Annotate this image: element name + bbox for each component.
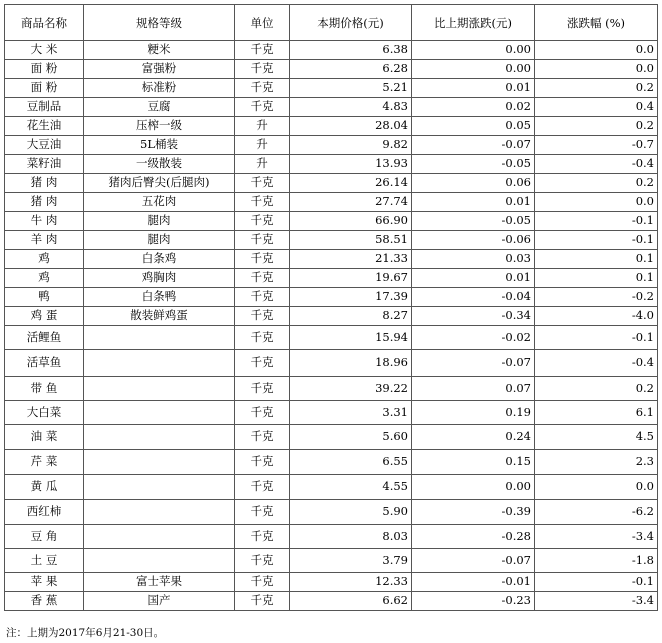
unit-cell: 千克 (235, 401, 290, 425)
specification-cell: 国产 (84, 592, 235, 611)
unit-cell: 千克 (235, 592, 290, 611)
specification-cell (84, 326, 235, 350)
table-row (5, 401, 658, 425)
unit-cell: 千克 (235, 326, 290, 350)
table-row (5, 475, 658, 500)
current-price-cell: 4.83 (290, 98, 412, 117)
specification-cell (84, 450, 235, 475)
change-cell: -0.07 (412, 549, 535, 573)
change-percent-cell: -1.8 (535, 549, 658, 573)
current-price-cell: 3.79 (290, 549, 412, 573)
current-price-cell: 5.60 (290, 425, 412, 450)
change-percent-cell: -0.1 (535, 212, 658, 231)
change-cell: -0.23 (412, 592, 535, 611)
commodity-cell: 鸭 (5, 288, 84, 307)
unit-cell: 千克 (235, 174, 290, 193)
change-percent-cell: 0.2 (535, 174, 658, 193)
table-row (5, 288, 658, 307)
footnote: 注：上期为2017年6月21-30日。 (6, 627, 165, 639)
commodity-cell: 羊 肉 (5, 231, 84, 250)
unit-cell: 千克 (235, 350, 290, 377)
change-cell: -0.06 (412, 231, 535, 250)
commodity-cell: 豆制品 (5, 98, 84, 117)
unit-cell: 千克 (235, 231, 290, 250)
table-body (5, 41, 658, 611)
commodity-cell: 大豆油 (5, 136, 84, 155)
change-cell: 0.00 (412, 60, 535, 79)
specification-cell: 白条鸡 (84, 250, 235, 269)
change-percent-cell: -4.0 (535, 307, 658, 326)
unit-cell: 千克 (235, 98, 290, 117)
current-price-cell: 8.03 (290, 525, 412, 549)
change-percent-cell: -0.1 (535, 231, 658, 250)
change-percent-cell: 0.0 (535, 475, 658, 500)
unit-cell: 千克 (235, 450, 290, 475)
commodity-cell: 大白菜 (5, 401, 84, 425)
specification-cell (84, 475, 235, 500)
table-row (5, 525, 658, 549)
commodity-cell: 面 粉 (5, 79, 84, 98)
commodity-cell: 带 鱼 (5, 377, 84, 401)
change-cell: 0.15 (412, 450, 535, 475)
change-cell: 0.19 (412, 401, 535, 425)
change-percent-cell: 0.2 (535, 117, 658, 136)
change-cell: 0.05 (412, 117, 535, 136)
change-percent-cell: -0.7 (535, 136, 658, 155)
commodity-cell: 活草鱼 (5, 350, 84, 377)
unit-cell: 升 (235, 117, 290, 136)
table-row (5, 500, 658, 525)
commodity-cell: 苹 果 (5, 573, 84, 592)
current-price-cell: 6.62 (290, 592, 412, 611)
unit-cell: 千克 (235, 425, 290, 450)
current-price-cell: 6.28 (290, 60, 412, 79)
specification-cell: 一级散装 (84, 155, 235, 174)
commodity-cell: 鸡 蛋 (5, 307, 84, 326)
current-price-cell: 17.39 (290, 288, 412, 307)
change-percent-cell: -3.4 (535, 592, 658, 611)
unit-cell: 千克 (235, 475, 290, 500)
change-percent-cell: 0.1 (535, 250, 658, 269)
current-price-cell: 9.82 (290, 136, 412, 155)
unit-cell: 千克 (235, 269, 290, 288)
change-cell: 0.00 (412, 475, 535, 500)
table-row (5, 377, 658, 401)
table-row (5, 269, 658, 288)
current-price-cell: 6.55 (290, 450, 412, 475)
unit-cell: 升 (235, 136, 290, 155)
commodity-cell: 香 蕉 (5, 592, 84, 611)
specification-cell (84, 401, 235, 425)
change-percent-cell: 4.5 (535, 425, 658, 450)
table-row (5, 60, 658, 79)
change-cell: 0.07 (412, 377, 535, 401)
table-row (5, 326, 658, 350)
commodity-cell: 菜籽油 (5, 155, 84, 174)
unit-cell: 千克 (235, 79, 290, 98)
change-cell: -0.39 (412, 500, 535, 525)
table-row (5, 573, 658, 592)
unit-cell: 千克 (235, 41, 290, 60)
table-row (5, 79, 658, 98)
current-price-cell: 58.51 (290, 231, 412, 250)
commodity-cell: 芹 菜 (5, 450, 84, 475)
specification-cell: 5L桶装 (84, 136, 235, 155)
change-percent-cell: -0.2 (535, 288, 658, 307)
table-row (5, 193, 658, 212)
table-row (5, 231, 658, 250)
table-row (5, 450, 658, 475)
table-row (5, 592, 658, 611)
table-row (5, 41, 658, 60)
change-cell: 0.06 (412, 174, 535, 193)
table-row (5, 117, 658, 136)
unit-cell: 千克 (235, 525, 290, 549)
unit-cell: 千克 (235, 549, 290, 573)
unit-cell: 千克 (235, 250, 290, 269)
current-price-cell: 18.96 (290, 350, 412, 377)
specification-cell: 白条鸭 (84, 288, 235, 307)
price-table (4, 4, 658, 611)
current-price-cell: 19.67 (290, 269, 412, 288)
commodity-cell: 西红柿 (5, 500, 84, 525)
change-percent-cell: -0.4 (535, 155, 658, 174)
change-percent-cell: -6.2 (535, 500, 658, 525)
table-row (5, 307, 658, 326)
change-cell: 0.02 (412, 98, 535, 117)
specification-cell: 富士苹果 (84, 573, 235, 592)
commodity-cell: 油 菜 (5, 425, 84, 450)
header-row (5, 5, 658, 41)
column-header-commodity: 商品名称 (5, 5, 84, 41)
change-percent-cell: 0.0 (535, 60, 658, 79)
unit-cell: 千克 (235, 193, 290, 212)
column-header-change-percent: 涨跌幅 (%) (535, 5, 658, 41)
change-cell: -0.01 (412, 573, 535, 592)
table-row (5, 174, 658, 193)
change-cell: -0.04 (412, 288, 535, 307)
change-cell: 0.01 (412, 79, 535, 98)
current-price-cell: 15.94 (290, 326, 412, 350)
commodity-cell: 猪 肉 (5, 193, 84, 212)
change-cell: 0.01 (412, 269, 535, 288)
specification-cell (84, 549, 235, 573)
change-cell: 0.00 (412, 41, 535, 60)
specification-cell: 散装鲜鸡蛋 (84, 307, 235, 326)
unit-cell: 千克 (235, 212, 290, 231)
current-price-cell: 3.31 (290, 401, 412, 425)
change-percent-cell: -3.4 (535, 525, 658, 549)
unit-cell: 千克 (235, 573, 290, 592)
change-cell: -0.34 (412, 307, 535, 326)
specification-cell: 鸡胸肉 (84, 269, 235, 288)
specification-cell: 猪肉后臀尖(后腿肉) (84, 174, 235, 193)
change-cell: 0.24 (412, 425, 535, 450)
specification-cell: 五花肉 (84, 193, 235, 212)
table-row (5, 250, 658, 269)
change-percent-cell: 0.2 (535, 79, 658, 98)
change-percent-cell: 0.2 (535, 377, 658, 401)
table-row (5, 350, 658, 377)
specification-cell (84, 377, 235, 401)
unit-cell: 千克 (235, 60, 290, 79)
change-percent-cell: 0.0 (535, 41, 658, 60)
commodity-cell: 花生油 (5, 117, 84, 136)
current-price-cell: 66.90 (290, 212, 412, 231)
commodity-cell: 活鲤鱼 (5, 326, 84, 350)
current-price-cell: 8.27 (290, 307, 412, 326)
specification-cell: 压榨一级 (84, 117, 235, 136)
specification-cell: 粳米 (84, 41, 235, 60)
specification-cell (84, 350, 235, 377)
change-percent-cell: 6.1 (535, 401, 658, 425)
current-price-cell: 28.04 (290, 117, 412, 136)
column-header-change: 比上期涨跌(元) (412, 5, 535, 41)
commodity-cell: 黄 瓜 (5, 475, 84, 500)
commodity-cell: 土 豆 (5, 549, 84, 573)
current-price-cell: 4.55 (290, 475, 412, 500)
current-price-cell: 12.33 (290, 573, 412, 592)
current-price-cell: 26.14 (290, 174, 412, 193)
unit-cell: 千克 (235, 288, 290, 307)
change-cell: -0.05 (412, 212, 535, 231)
specification-cell (84, 500, 235, 525)
change-cell: 0.03 (412, 250, 535, 269)
table-row (5, 98, 658, 117)
change-percent-cell: -0.1 (535, 573, 658, 592)
change-percent-cell: 0.0 (535, 193, 658, 212)
change-cell: -0.07 (412, 136, 535, 155)
current-price-cell: 5.21 (290, 79, 412, 98)
current-price-cell: 21.33 (290, 250, 412, 269)
change-cell: 0.01 (412, 193, 535, 212)
specification-cell (84, 425, 235, 450)
commodity-cell: 豆 角 (5, 525, 84, 549)
unit-cell: 千克 (235, 377, 290, 401)
commodity-cell: 猪 肉 (5, 174, 84, 193)
current-price-cell: 27.74 (290, 193, 412, 212)
table-row (5, 155, 658, 174)
specification-cell: 腿肉 (84, 212, 235, 231)
column-header-current-price: 本期价格(元) (290, 5, 412, 41)
change-percent-cell: 0.4 (535, 98, 658, 117)
change-percent-cell: -0.1 (535, 326, 658, 350)
specification-cell: 豆腐 (84, 98, 235, 117)
specification-cell: 腿肉 (84, 231, 235, 250)
change-percent-cell: 0.1 (535, 269, 658, 288)
commodity-cell: 鸡 (5, 250, 84, 269)
unit-cell: 升 (235, 155, 290, 174)
change-percent-cell: -0.4 (535, 350, 658, 377)
table-row (5, 549, 658, 573)
current-price-cell: 6.38 (290, 41, 412, 60)
change-cell: -0.02 (412, 326, 535, 350)
commodity-cell: 鸡 (5, 269, 84, 288)
table-row (5, 136, 658, 155)
specification-cell: 标准粉 (84, 79, 235, 98)
change-cell: -0.07 (412, 350, 535, 377)
unit-cell: 千克 (235, 307, 290, 326)
table-row (5, 212, 658, 231)
change-cell: -0.05 (412, 155, 535, 174)
table-row (5, 425, 658, 450)
commodity-cell: 大 米 (5, 41, 84, 60)
current-price-cell: 5.90 (290, 500, 412, 525)
commodity-cell: 面 粉 (5, 60, 84, 79)
specification-cell: 富强粉 (84, 60, 235, 79)
current-price-cell: 13.93 (290, 155, 412, 174)
change-cell: -0.28 (412, 525, 535, 549)
unit-cell: 千克 (235, 500, 290, 525)
commodity-cell: 牛 肉 (5, 212, 84, 231)
specification-cell (84, 525, 235, 549)
change-percent-cell: 2.3 (535, 450, 658, 475)
column-header-unit: 单位 (235, 5, 290, 41)
current-price-cell: 39.22 (290, 377, 412, 401)
column-header-specification: 规格等级 (84, 5, 235, 41)
